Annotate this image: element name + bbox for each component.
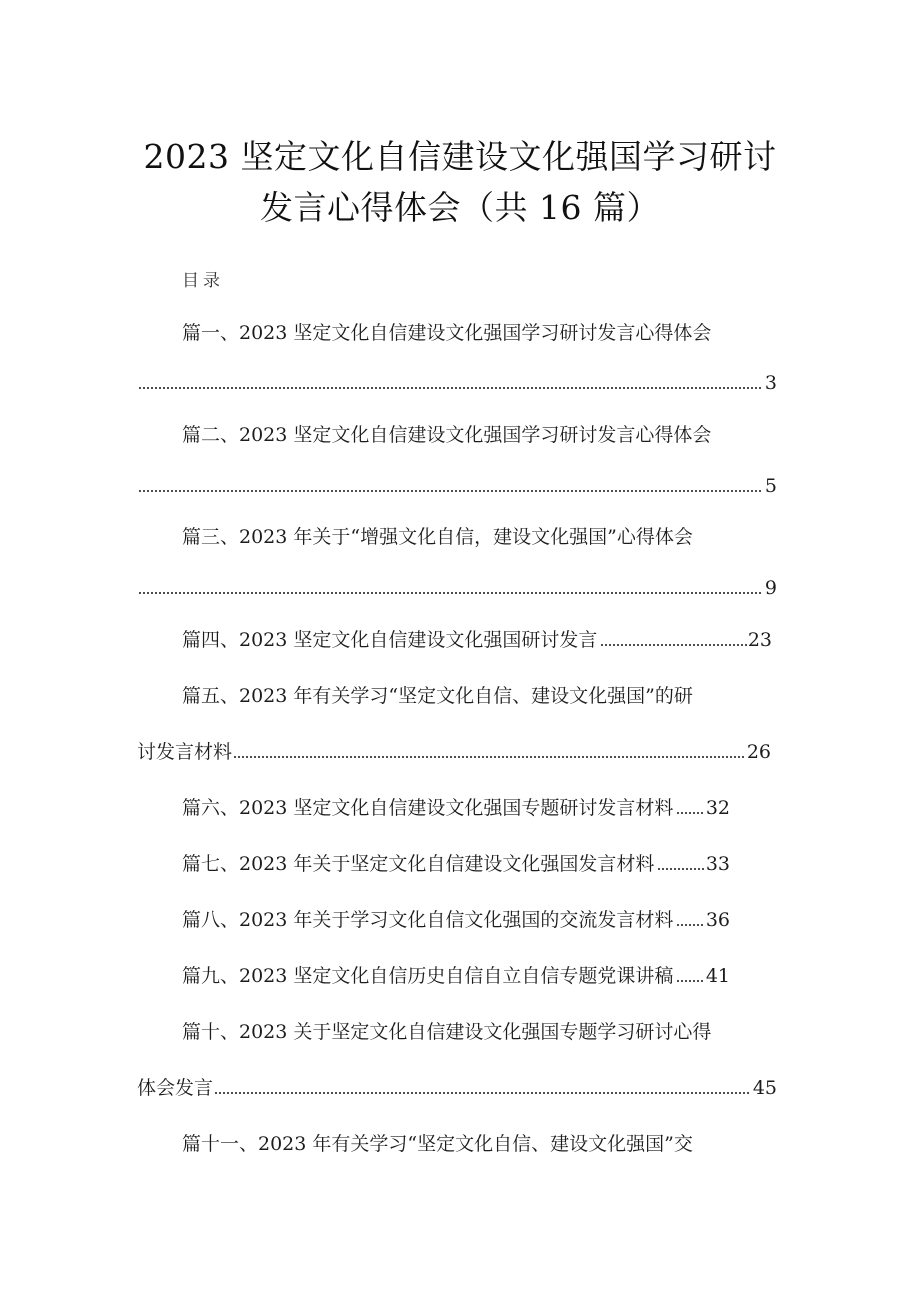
toc-heading: 目录 <box>182 271 224 291</box>
toc-item-5-leader[interactable] <box>137 739 771 765</box>
toc-item-4-page: 23 <box>747 629 772 651</box>
toc-item-3-page: 9 <box>764 577 777 599</box>
toc-item-10-page: 45 <box>752 1077 777 1099</box>
toc-item-7[interactable] <box>182 851 730 877</box>
toc-item-8-text: 篇八、2023 年关于学习文化自信文化强国的交流发言材料 <box>182 909 674 931</box>
dot-leader <box>600 643 746 647</box>
dot-leader <box>138 489 763 493</box>
toc-item-4-text: 篇四、2023 坚定文化自信建设文化强国研讨发言 <box>182 629 598 651</box>
toc-item-7-page: 33 <box>705 853 730 875</box>
toc-item-10-text[interactable]: 篇十、2023 关于坚定文化自信建设文化强国专题学习研讨心得 <box>182 1021 712 1043</box>
toc-item-8[interactable] <box>182 907 730 933</box>
toc-item-6[interactable] <box>182 795 730 821</box>
toc-item-6-page: 32 <box>705 797 730 819</box>
dot-leader <box>138 591 763 595</box>
toc-item-1-page: 3 <box>764 372 777 394</box>
toc-item-10-leader[interactable] <box>137 1075 777 1101</box>
toc-item-5-text[interactable]: 篇五、2023 年有关学习“坚定文化自信、建设文化强国”的研 <box>182 685 693 707</box>
toc-item-7-text: 篇七、2023 年关于坚定文化自信建设文化强国发言材料 <box>182 853 655 875</box>
toc-item-2-page: 5 <box>764 475 777 497</box>
dot-leader <box>676 979 704 983</box>
toc-item-2-text[interactable]: 篇二、2023 坚定文化自信建设文化强国学习研讨发言心得体会 <box>182 424 712 446</box>
toc-item-9-text: 篇九、2023 坚定文化自信历史自信自立自信专题党课讲稿 <box>182 965 674 987</box>
document-title-line1: 2023 坚定文化自信建设文化强国学习研讨 <box>143 137 777 176</box>
toc-item-4[interactable] <box>182 627 772 653</box>
toc-item-3-text[interactable]: 篇三、2023 年关于“增强文化自信，建设文化强国”心得体会 <box>182 526 693 548</box>
document-title-line2: 发言心得体会（共 16 篇） <box>260 188 660 227</box>
dot-leader <box>233 755 745 759</box>
toc-item-9-page: 41 <box>705 965 730 987</box>
toc-item-9[interactable] <box>182 963 730 989</box>
dot-leader <box>214 1091 751 1095</box>
toc-item-3-leader[interactable] <box>137 575 777 601</box>
toc-item-5-page: 26 <box>746 741 771 763</box>
dot-leader <box>676 923 704 927</box>
dot-leader <box>676 811 704 815</box>
toc-item-10-text-cont: 体会发言 <box>137 1077 214 1099</box>
dot-leader <box>657 867 704 871</box>
dot-leader <box>138 386 763 390</box>
toc-item-6-text: 篇六、2023 坚定文化自信建设文化强国专题研讨发言材料 <box>182 797 674 819</box>
toc-item-1-text[interactable]: 篇一、2023 坚定文化自信建设文化强国学习研讨发言心得体会 <box>182 322 712 344</box>
toc-item-11-text[interactable]: 篇十一、2023 年有关学习“坚定文化自信、建设文化强国”交 <box>182 1133 693 1155</box>
toc-item-1-leader[interactable] <box>137 370 777 396</box>
toc-item-2-leader[interactable] <box>137 473 777 499</box>
toc-item-5-text-cont: 讨发言材料 <box>137 741 233 763</box>
toc-item-8-page: 36 <box>705 909 730 931</box>
